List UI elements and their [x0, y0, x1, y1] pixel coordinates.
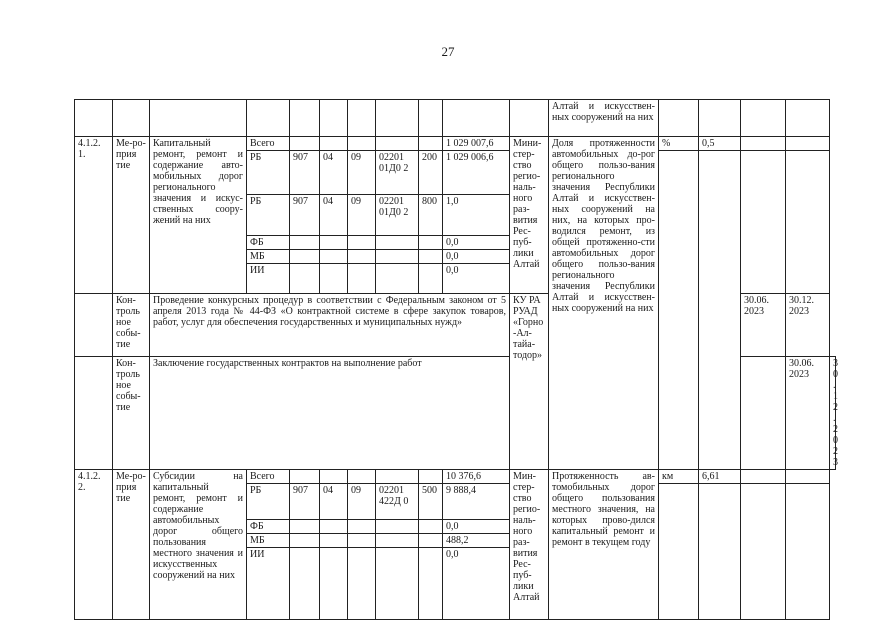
pr-cell: 09: [348, 195, 376, 236]
amount-cell: 1,0: [443, 195, 510, 236]
fin-source: ИИ: [247, 548, 290, 620]
pr-cell: 09: [348, 151, 376, 195]
amount-cell: 1 029 006,6: [443, 151, 510, 195]
vr-cell: 200: [419, 151, 443, 195]
unit: %: [659, 137, 699, 151]
csr-cell: [376, 137, 419, 151]
amount-cell: 0,0: [443, 520, 510, 534]
indicator-cell: Алтай и искусствен-ных сооружений на них: [549, 100, 659, 137]
control-event-text: Заключение государственных контрактов на выполнение работ: [150, 357, 510, 470]
fin-source: ИИ: [247, 264, 290, 294]
item-type: Ме-ро-прия тие: [113, 137, 150, 294]
fin-source: МБ: [247, 250, 290, 264]
item-number: 4.1.2. 1.: [75, 137, 113, 294]
indicator-value: 0,5: [699, 137, 741, 151]
vr-cell: [419, 137, 443, 151]
program-table: [74, 99, 836, 620]
fin-source: ФБ: [247, 236, 290, 250]
pr-cell: 09: [348, 484, 376, 520]
rz-cell: 04: [320, 151, 348, 195]
executor: Мин-стер-ство регио-наль-ного раз-вития Рес-пуб-лики Алтай: [510, 470, 549, 620]
fin-source: РБ: [247, 195, 290, 236]
item-type: Ме-ро-прия тие: [113, 470, 150, 620]
table-row: [75, 137, 836, 151]
amount-cell: 9 888,4: [443, 484, 510, 520]
grbs-cell: [290, 137, 320, 151]
item-number: 4.1.2. 2.: [75, 470, 113, 620]
page-number: 27: [441, 44, 455, 59]
date-start: 30.06. 2023: [741, 294, 786, 357]
fin-source: ФБ: [247, 520, 290, 534]
table-row: [75, 470, 836, 484]
fin-source: РБ: [247, 484, 290, 520]
amount-cell: 0,0: [443, 548, 510, 620]
amount-cell: 1 029 007,6: [443, 137, 510, 151]
rz-cell: 04: [320, 195, 348, 236]
fin-source: Всего: [247, 470, 290, 484]
fin-source: Всего: [247, 137, 290, 151]
table-row: [75, 100, 836, 137]
item-name: Капитальный ремонт, ремонт и содержание авто-мобильных дорог регионального значения и искус-ственных соору-жений на них: [150, 137, 247, 294]
date-end: 30.12. 2023: [830, 357, 836, 470]
vr-cell: 500: [419, 484, 443, 520]
date-start: 30.06. 2023: [786, 357, 830, 470]
indicator: Доля протяженности автомобильных до-рог общего пользо-вания регионального значения Республики Алтай и искусствен-ных сооружений на них, на которых про-водился ремонт, из общей протяженно-сти автомобильных дорог общего пользо-вания регионального значения Республики Алтай и искусствен-ных сооружений на них: [549, 137, 659, 470]
executor: КУ РА РУАД «Горно -Ал-тайа-тодор»: [510, 294, 549, 470]
csr-cell: 02201 422Д 0: [376, 484, 419, 520]
amount-cell: 0,0: [443, 250, 510, 264]
indicator: Протяженность ав-томобильных дорог общего пользования местного значения, на которых прово-дился капитальный ремонт и ремонт в текущем году: [549, 470, 659, 620]
vr-cell: 800: [419, 195, 443, 236]
control-event-text: Проведение конкурсных процедур в соответствии с Федеральным законом от 5 апреля 2013 года № 44-ФЗ «О контрактной системе в сфере закупок товаров, работ, услуг для обеспечения государственных и муниципальных нужд»: [150, 294, 510, 357]
fin-source: РБ: [247, 151, 290, 195]
executor: Мини-стер-ство регио-наль-ного раз-вития Рес-пуб-лики Алтай: [510, 137, 549, 294]
amount-cell: 488,2: [443, 534, 510, 548]
grbs-cell: 907: [290, 195, 320, 236]
fin-source: МБ: [247, 534, 290, 548]
rz-cell: 04: [320, 484, 348, 520]
date-end: 30.12. 2023: [786, 294, 830, 357]
unit: км: [659, 470, 699, 484]
pr-cell: [348, 137, 376, 151]
csr-cell: 02201 01Д0 2: [376, 151, 419, 195]
control-event-type: Кон-троль ное собы-тие: [113, 357, 150, 470]
amount-cell: 0,0: [443, 236, 510, 250]
amount-cell: 10 376,6: [443, 470, 510, 484]
csr-cell: 02201 01Д0 2: [376, 195, 419, 236]
grbs-cell: 907: [290, 484, 320, 520]
grbs-cell: 907: [290, 151, 320, 195]
item-name: Субсидии на капитальный ремонт, ремонт и содержание автомобильных дорог общего пользования местного значения и искусственных сооружений на них: [150, 470, 247, 620]
indicator-value: 6,61: [699, 470, 741, 484]
amount-cell: 0,0: [443, 264, 510, 294]
rz-cell: [320, 137, 348, 151]
control-event-type: Кон-троль ное собы-тие: [113, 294, 150, 357]
